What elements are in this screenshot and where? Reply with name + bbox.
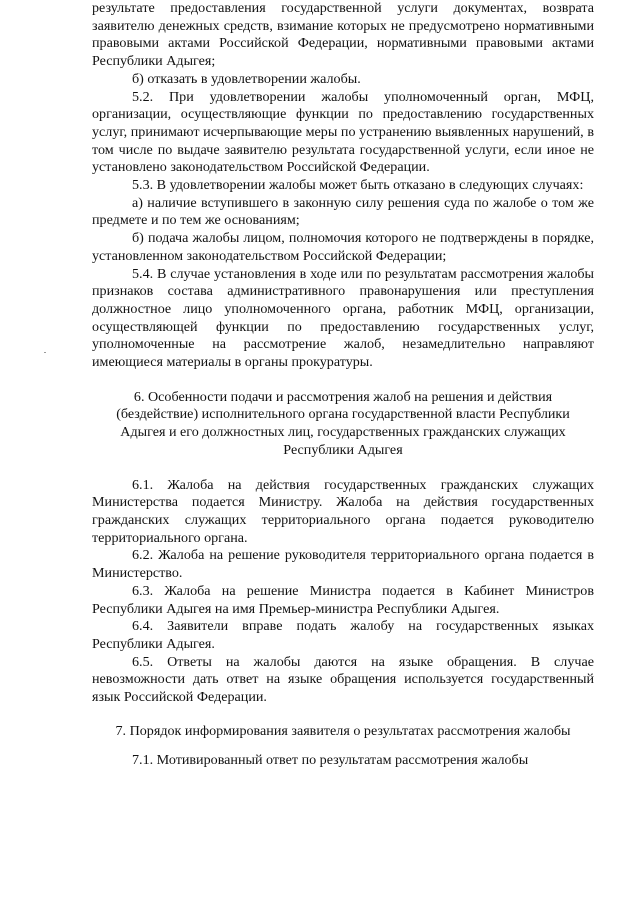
paragraph-5-1-continued: результате предоставления государственной услуги документах, возврата заявителю денежных средств, взимание которых не предусмотрено нормативными правовыми актами Российской Федерации, нормативными правовыми актами Республики Адыгея; <box>92 0 594 70</box>
paragraph-6-3: 6.3. Жалоба на решение Министра подается в Кабинет Министров Республики Адыгея на имя Премьер-министра Республики Адыгея. <box>92 582 594 617</box>
paragraph-5-3: 5.3. В удовлетворении жалобы может быть отказано в следующих случаях: <box>132 177 584 194</box>
paragraph-5-3-a: а) наличие вступившего в законную силу решения суда по жалобе о том же предмете и по тем же основаниям; <box>92 194 594 229</box>
section-7-heading: 7. Порядок информирования заявителя о результатах рассмотрения жалобы <box>115 722 571 739</box>
margin-mark <box>44 352 46 353</box>
paragraph-6-4: 6.4. Заявители вправе подать жалобу на государственных языках Республики Адыгея. <box>92 618 594 652</box>
paragraph-6-1: 6.1. Жалоба на действия государственных гражданских служащих Министерства подается Министру. Жалоба на действия государственных гражданских служащих территориального органа подается руководителю территориального органа. <box>92 476 594 546</box>
paragraph-5-3-b: б) подача жалобы лицом, полномочия которого не подтверждены в порядке, установленном законодательством Российской Федерации; <box>92 230 594 264</box>
paragraph-5-1-b: б) отказать в удовлетворении жалобы. <box>132 70 361 87</box>
paragraph-6-5: 6.5. Ответы на жалобы даются на языке обращения. В случае невозможности дать ответ на языке обращения используется государственный язык Российской Федерации. <box>92 653 594 706</box>
section-6-heading: 6. Особенности подачи и рассмотрения жалоб на решения и действия (бездействие) исполнительного органа государственной власти Республики Адыгея и его должностных лиц, государственных гражданских служащих Республики Адыгея <box>116 388 570 458</box>
document-body <box>92 0 594 770</box>
paragraph-6-2: 6.2. Жалоба на решение руководителя территориального органа подается в Министерство. <box>92 547 594 582</box>
paragraph-5-2: 5.2. При удовлетворении жалобы уполномоченный орган, МФЦ, организации, осуществляющие функции по предоставлению государственных услуг, принимают исчерпывающие меры по устранению выявленных нарушений, в том числе по выдаче заявителю результата государственной услуги, если иное не установлено законодательством Российской Федерации. <box>92 88 594 176</box>
paragraph-5-4: 5.4. В случае установления в ходе или по результатам рассмотрения жалобы признаков состава административного правонарушения или преступления должностное лицо уполномоченного органа, работник МФЦ, организации, осуществляющей функции по предоставлению государственных услуг, уполномоченные на рассмотрение жалоб, незамедлительно направляют имеющиеся материалы в органы прокуратуры. <box>92 265 594 371</box>
paragraph-7-1: 7.1. Мотивированный ответ по результатам рассмотрения жалобы <box>132 752 529 769</box>
